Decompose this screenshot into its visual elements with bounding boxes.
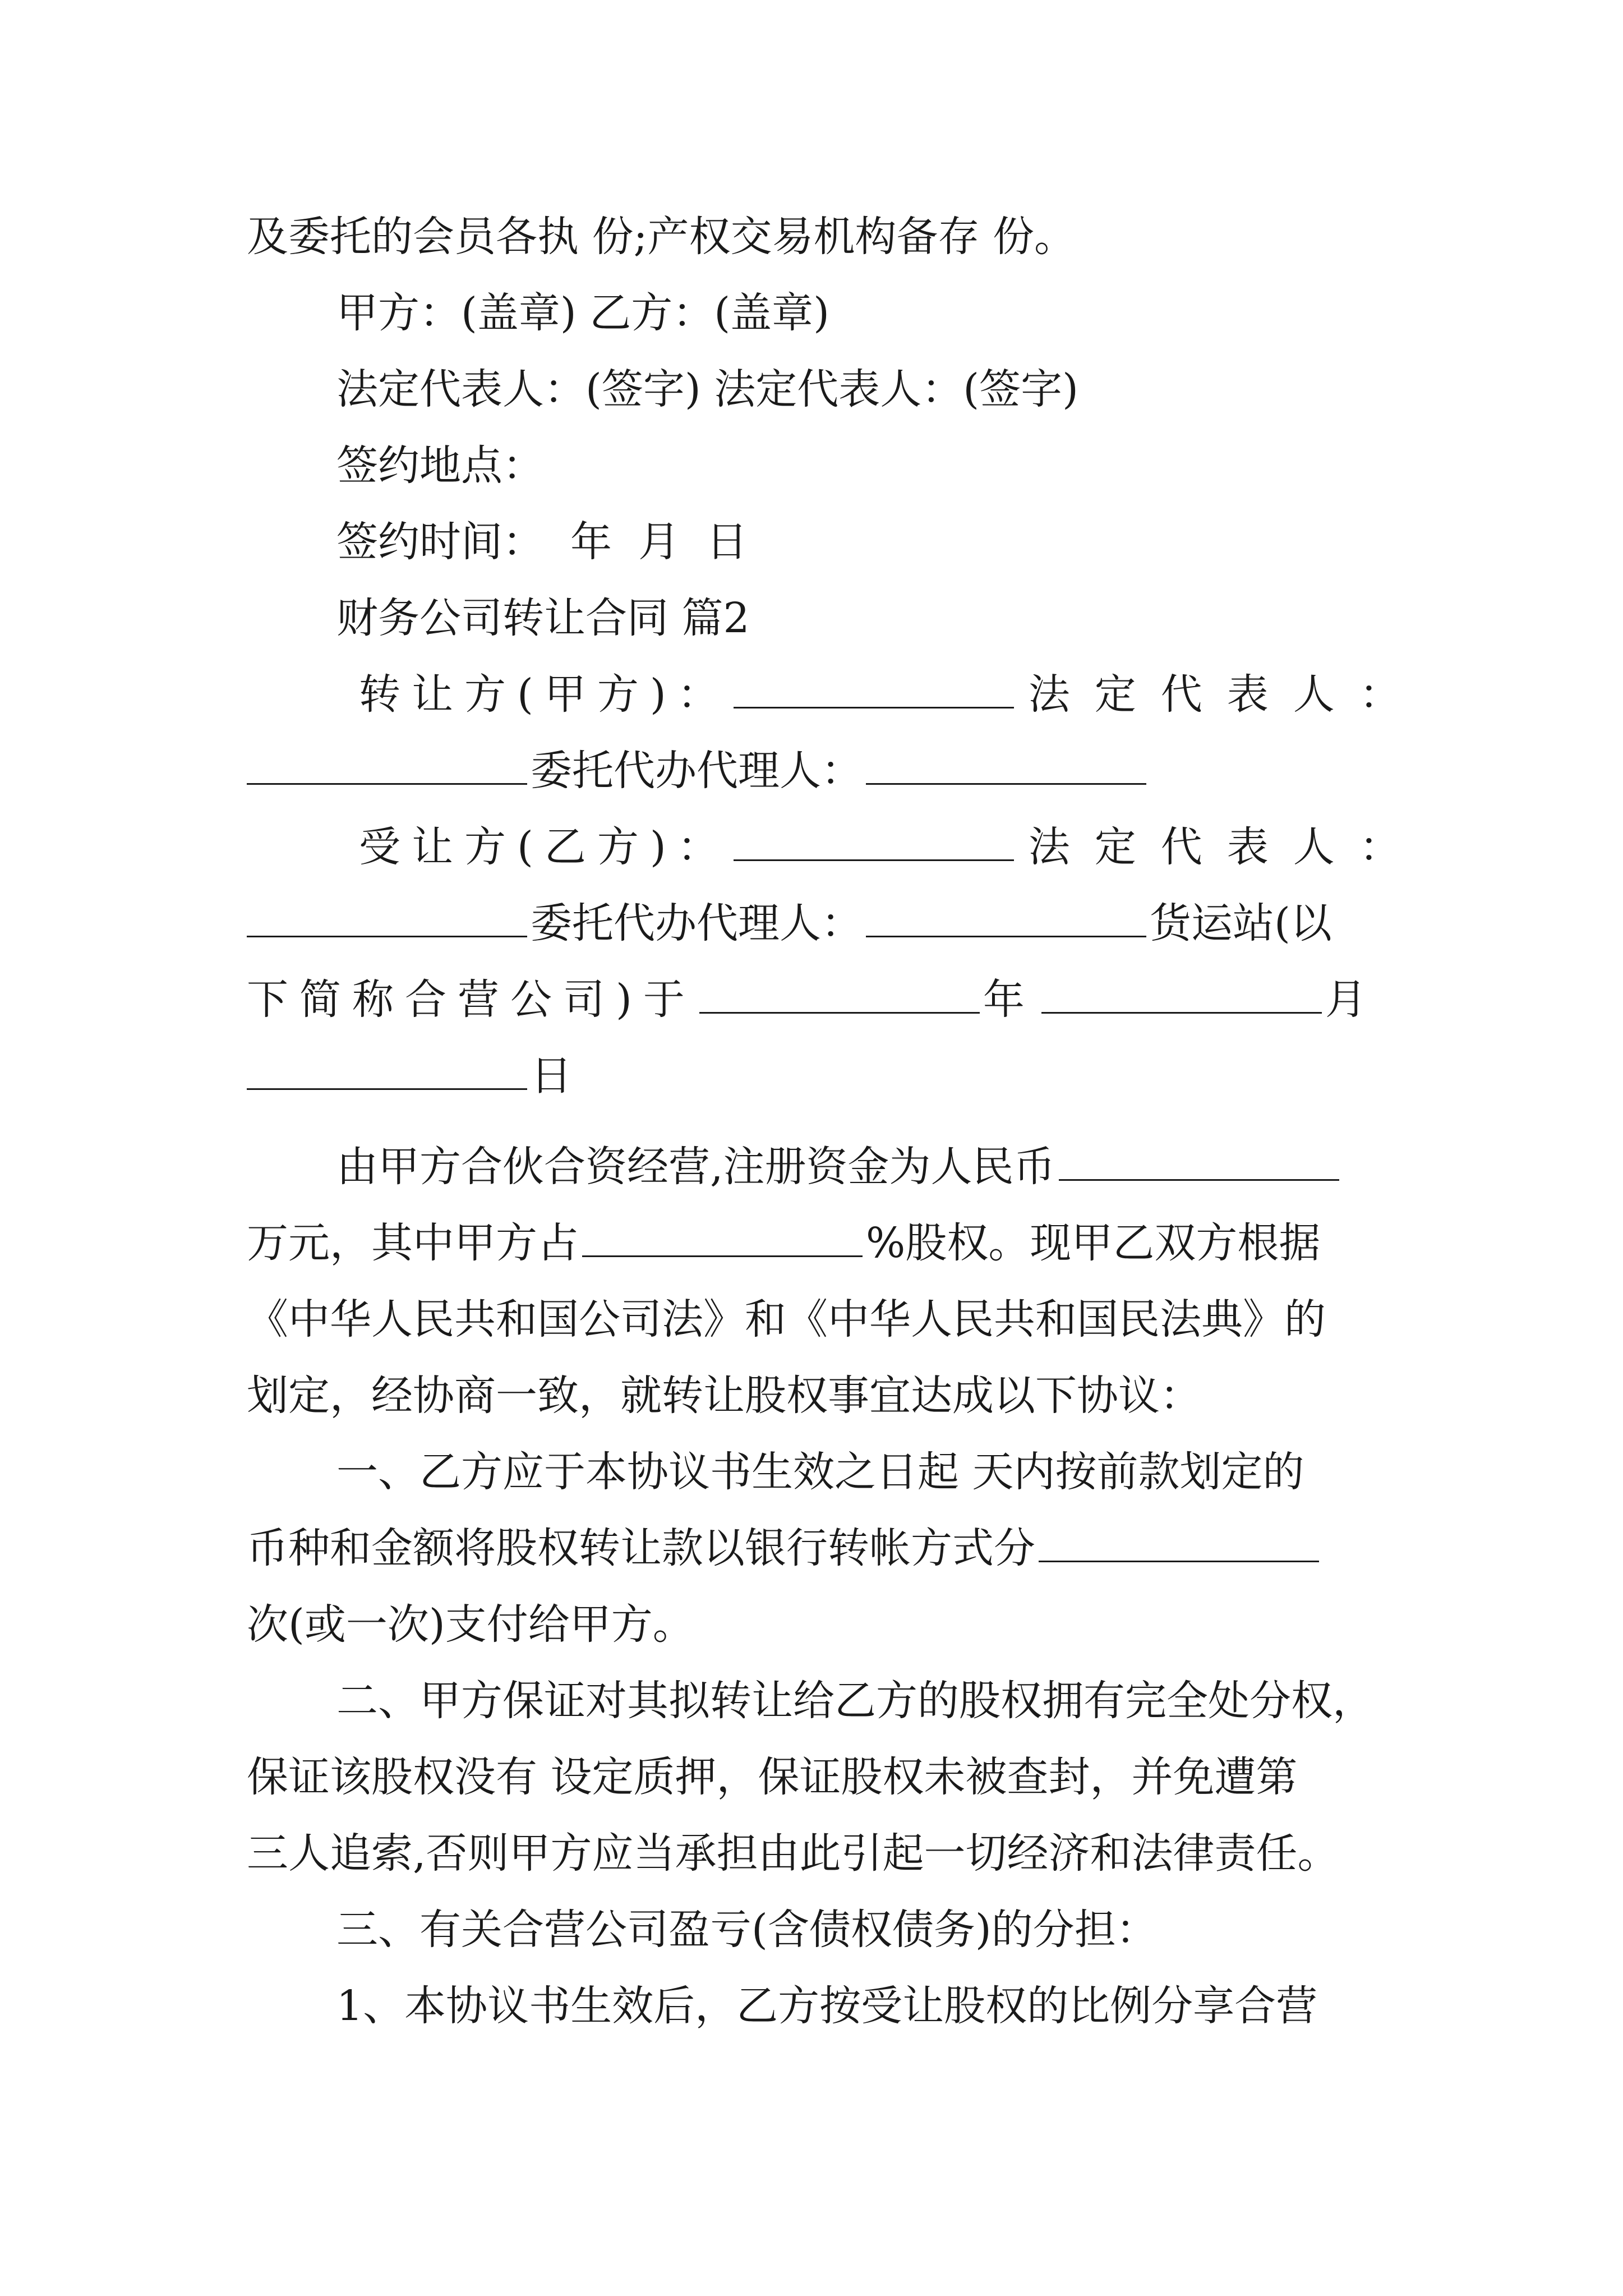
transferor-label: 转让方(甲方)：	[359, 670, 730, 719]
line-18	[0, 1520, 1623, 1576]
blank-field	[734, 820, 1014, 861]
blank-field	[1059, 1140, 1339, 1181]
line-5	[0, 514, 1623, 570]
text-legal-rep: 法定代表人：(签字) 法定代表人：(签字)	[336, 365, 1079, 413]
line-24	[0, 1978, 1623, 2034]
line-20	[0, 1673, 1623, 1729]
clause-1-cont: 币种和金额将股权转让款以银行转帐方式分	[247, 1524, 1035, 1572]
blank-field	[734, 668, 1014, 708]
blank-field	[1041, 973, 1322, 1014]
line-21	[0, 1749, 1623, 1805]
text-sign-place: 签约地点：	[336, 441, 544, 490]
line-6	[0, 590, 1623, 646]
line-14	[0, 1215, 1623, 1271]
line-7	[0, 666, 1623, 723]
text-sign-time: 签约时间： 年 月 日	[336, 518, 748, 566]
blank-field	[866, 744, 1146, 785]
text-seal: 甲方：(盖章) 乙方：(盖章)	[336, 289, 830, 337]
year-label: 年	[983, 976, 1025, 1024]
line-16	[0, 1368, 1623, 1424]
line-2	[0, 285, 1623, 341]
line-15	[0, 1291, 1623, 1347]
day-label: 日	[531, 1052, 572, 1100]
text-agreement: 划定，经协商一致，就转让股权事宜达成以下协议：	[247, 1372, 1201, 1420]
line-22	[0, 1825, 1623, 1881]
clause-1: 一、乙方应于本协议书生效之日起 天内按前款划定的	[336, 1448, 1304, 1496]
text-share: 万元，其中甲方占	[247, 1219, 579, 1267]
transferee-label: 受让方(乙方)：	[359, 823, 730, 871]
freight-station-text: 货运站(以	[1150, 899, 1332, 947]
legal-rep-label: 法定代表人：	[1028, 670, 1426, 719]
blank-field	[582, 1216, 863, 1257]
line-4	[0, 438, 1623, 494]
blank-field	[247, 1049, 527, 1090]
month-label: 月	[1325, 976, 1367, 1024]
paragraph-capital: 由甲方合伙合资经营,注册资金为人民币	[336, 1143, 1055, 1191]
legal-rep-label: 法定代表人：	[1028, 823, 1426, 871]
clause-1-end: 次(或一次)支付给甲方。	[247, 1600, 694, 1649]
clause-2-cont: 保证该股权没有 设定质押，保证股权未被查封，并免遭第	[247, 1753, 1298, 1801]
agent-label: 委托代办代理人：	[531, 747, 863, 795]
clause-2: 二、甲方保证对其拟转让给乙方的股权拥有完全处分权，	[336, 1677, 1374, 1725]
line-17	[0, 1444, 1623, 1500]
line-13	[0, 1139, 1623, 1195]
text-equity: %股权。现甲乙双方根据	[866, 1219, 1321, 1267]
clause-3: 三、有关合营公司盈亏(含债权债务)的分担：	[336, 1906, 1158, 1954]
line-10	[0, 895, 1623, 951]
clause-3-item-1: 1、本协议书生效后，乙方按受让股权的比例分享合营	[336, 1982, 1318, 2030]
jv-company-text: 下简称合营公司)于	[247, 976, 696, 1024]
text-laws: 《中华人民共和国公司法》和《中华人民共和国民法典》的	[247, 1295, 1326, 1343]
line-3	[0, 361, 1623, 417]
blank-field	[699, 973, 980, 1014]
line-23	[0, 1902, 1623, 1958]
blank-field	[247, 896, 527, 937]
line-11	[0, 972, 1623, 1028]
blank-field	[866, 896, 1146, 937]
line-9	[0, 819, 1623, 875]
text-copies: 及委托的会员各执 份;产权交易机构备存 份。	[247, 213, 1076, 261]
agent-label: 委托代办代理人：	[531, 899, 863, 947]
contract-heading: 财务公司转让合同 篇2	[336, 594, 750, 642]
blank-field	[247, 744, 527, 785]
line-19	[0, 1596, 1623, 1653]
blank-field	[1039, 1521, 1319, 1562]
line-8	[0, 743, 1623, 799]
line-12	[0, 1048, 1623, 1104]
line-1	[0, 209, 1623, 265]
clause-2-end: 三人追索,否则甲方应当承担由此引起一切经济和法律责任。	[247, 1829, 1339, 1878]
